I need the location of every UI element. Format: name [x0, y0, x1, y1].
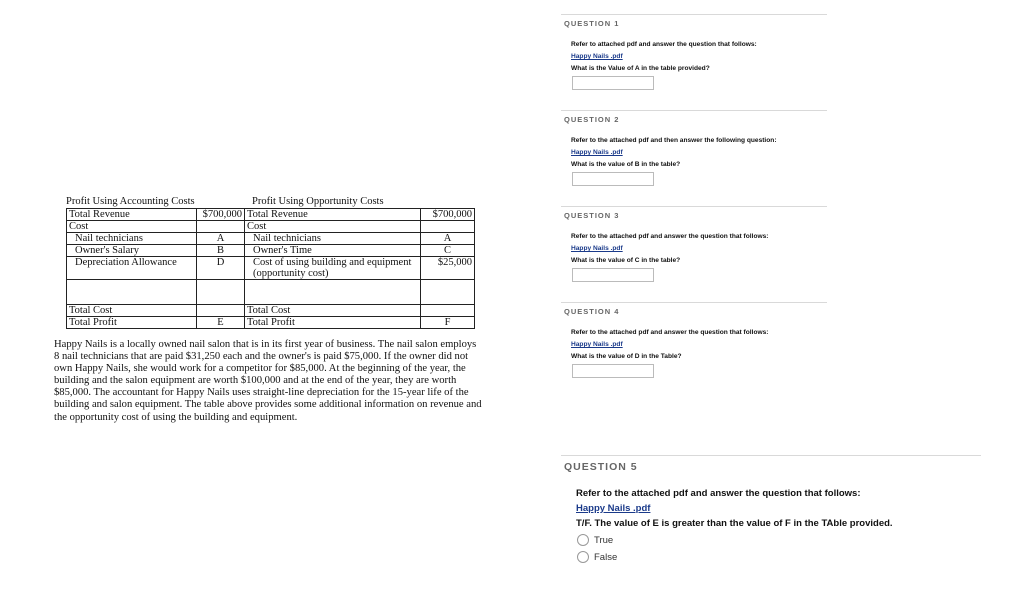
- table-cell: $700,000: [421, 209, 475, 221]
- table-row: [67, 209, 475, 221]
- divider: [561, 206, 827, 207]
- divider: [561, 455, 981, 456]
- question-title: QUESTION 3: [564, 211, 620, 220]
- question-ask: What is the value of D in the Table?: [571, 353, 682, 360]
- option-false[interactable]: [577, 551, 617, 563]
- opportunity-table-title: Profit Using Opportunity Costs: [252, 196, 384, 207]
- question-prompt: Refer to the attached pdf and answer the question that follows:: [571, 233, 769, 240]
- table-cell: Owner's Salary: [67, 245, 197, 257]
- table-row: [67, 221, 475, 233]
- table-cell: B: [197, 245, 245, 257]
- question-ask: T/F. The value of E is greater than the value of F in the TAble provided.: [576, 518, 893, 529]
- table-row: [67, 245, 475, 257]
- pdf-link[interactable]: Happy Nails .pdf: [576, 503, 651, 514]
- table-cell: [421, 305, 475, 317]
- table-cell: [67, 280, 197, 305]
- table-cell: Nail technicians: [67, 233, 197, 245]
- pdf-link[interactable]: Happy Nails .pdf: [571, 53, 623, 60]
- divider: [561, 14, 827, 15]
- pdf-link[interactable]: Happy Nails .pdf: [571, 245, 623, 252]
- radio-button[interactable]: [577, 534, 589, 546]
- answer-input[interactable]: [572, 76, 654, 90]
- table-cell: Owner's Time: [245, 245, 421, 257]
- question-3: [561, 206, 827, 286]
- radio-button[interactable]: [577, 551, 589, 563]
- accounting-table-title: Profit Using Accounting Costs: [66, 196, 195, 207]
- divider: [561, 302, 827, 303]
- question-1: [561, 14, 827, 94]
- table-cell: $25,000: [421, 257, 475, 280]
- question-title: QUESTION 1: [564, 19, 620, 28]
- question-title: QUESTION 5: [564, 461, 638, 473]
- table-cell: Total Revenue: [245, 209, 421, 221]
- table-cell: C: [421, 245, 475, 257]
- profit-table: [66, 196, 474, 329]
- question-prompt: Refer to the attached pdf and then answer the following question:: [571, 137, 777, 144]
- question-ask: What is the Value of A in the table provided?: [571, 65, 710, 72]
- pdf-link[interactable]: Happy Nails .pdf: [571, 149, 623, 156]
- question-prompt: Refer to the attached pdf and answer the question that follows:: [571, 329, 769, 336]
- option-label: True: [594, 534, 614, 546]
- table-cell: [197, 305, 245, 317]
- scenario-text: Happy Nails is a locally owned nail salon that is in its first year of business. The nail salon employs 8 nail technicians that are paid $31,250 each and the owner's is paid $75,000. If the owner did not own Happy Nails, she would work for a competitor for $85,000. At the beginning of the year, the building and the salon equipment are worth $100,000 and at the end of the year, they are worth $85,000. The accountant for Happy Nails uses straight-line depreciation for the 15-year life of the building and salon equipment. The table above provides some additional information on revenue and the opportunity cost of using the building and equipment.: [54, 339, 482, 423]
- question-5: [561, 455, 981, 575]
- table-cell: F: [421, 317, 475, 329]
- table-row: [67, 317, 475, 329]
- answer-input[interactable]: [572, 364, 654, 378]
- table-cell: Total Revenue: [67, 209, 197, 221]
- question-4: [561, 302, 827, 382]
- table-cell: D: [197, 257, 245, 280]
- divider: [561, 110, 827, 111]
- question-title: QUESTION 4: [564, 307, 620, 316]
- table-cell: Total Cost: [245, 305, 421, 317]
- answer-input[interactable]: [572, 172, 654, 186]
- table-row: [67, 280, 475, 305]
- option-true[interactable]: [577, 534, 613, 546]
- table-cell: Nail technicians: [245, 233, 421, 245]
- table-cell: Cost: [67, 221, 197, 233]
- question-prompt: Refer to attached pdf and answer the question that follows:: [571, 41, 757, 48]
- table-cell: $700,000: [197, 209, 245, 221]
- table-row: [67, 305, 475, 317]
- table-cell: Total Profit: [67, 317, 197, 329]
- table-cell: Depreciation Allowance: [67, 257, 197, 280]
- table-cell: [197, 221, 245, 233]
- table-cell: [197, 280, 245, 305]
- question-prompt: Refer to the attached pdf and answer the question that follows:: [576, 488, 861, 499]
- option-label: False: [594, 551, 618, 563]
- question-ask: What is the value of B in the table?: [571, 161, 681, 168]
- table-cell: [245, 280, 421, 305]
- table-cell: E: [197, 317, 245, 329]
- pdf-link[interactable]: Happy Nails .pdf: [571, 341, 623, 348]
- question-title: QUESTION 2: [564, 115, 620, 124]
- answer-input[interactable]: [572, 268, 654, 282]
- table-cell: [421, 280, 475, 305]
- table-cell: Cost: [245, 221, 421, 233]
- table-cell: [421, 221, 475, 233]
- question-ask: What is the value of C in the table?: [571, 257, 681, 264]
- table-cell: Total Profit: [245, 317, 421, 329]
- question-2: [561, 110, 827, 190]
- table-cell: A: [197, 233, 245, 245]
- table-cell: Cost of using building and equipment (opportunity cost): [245, 257, 421, 280]
- table-cell: A: [421, 233, 475, 245]
- table-row: [67, 233, 475, 245]
- table-cell: Total Cost: [67, 305, 197, 317]
- table-row: [67, 257, 475, 280]
